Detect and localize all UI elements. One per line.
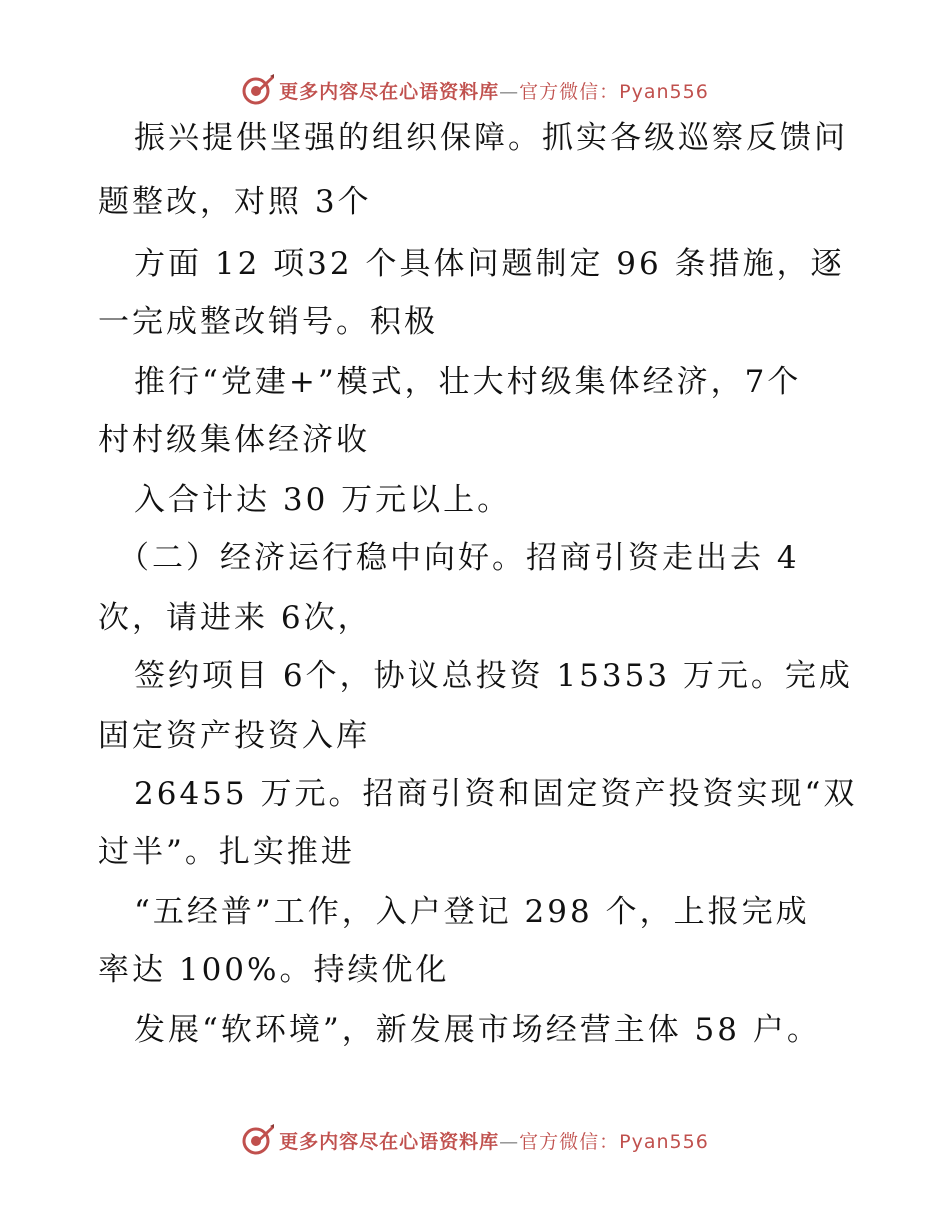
footer-watermark-banner — [0, 1120, 950, 1160]
footer-banner-slogan: 更多内容尽在心语资料库 — [279, 1130, 500, 1153]
pen-logo-icon — [241, 1123, 275, 1157]
body-line: （二）经济运行稳中向好。招商引资走出去 4 — [118, 540, 800, 576]
body-line: 一完成整改销号。积极 — [98, 304, 438, 340]
header-banner-slogan: 更多内容尽在心语资料库 — [279, 80, 500, 103]
footer-banner-text — [279, 1127, 709, 1154]
body-line: 固定资产投资入库 — [98, 718, 370, 754]
body-line: “五经普”工作，入户登记 298 个，上报完成 — [134, 894, 810, 930]
footer-banner-separator: — — [499, 1130, 520, 1153]
body-line: 方面 12 项32 个具体问题制定 96 条措施，逐 — [134, 246, 845, 282]
body-line: 26455 万元。招商引资和固定资产投资实现“双 — [134, 776, 858, 812]
body-line: 签约项目 6个，协议总投资 15353 万元。完成 — [134, 658, 853, 694]
body-line: 推行“党建+”模式，壮大村级集体经济，7个 — [134, 364, 802, 400]
header-banner-separator: — — [499, 80, 520, 103]
body-line: 村村级集体经济收 — [98, 422, 370, 458]
body-line: 题整改，对照 3个 — [98, 184, 372, 220]
footer-banner-wechat: 官方微信：Pyan556 — [519, 1130, 709, 1153]
body-line: 过半”。扎实推进 — [98, 834, 355, 870]
body-line: 次，请进来 6次， — [98, 600, 372, 636]
header-banner-text — [279, 77, 709, 104]
body-line: 发展“软环境”，新发展市场经营主体 58 户。 — [134, 1012, 821, 1048]
pen-logo-icon — [241, 73, 275, 107]
body-line: 入合计达 30 万元以上。 — [134, 482, 512, 518]
header-watermark-banner — [0, 70, 950, 110]
body-line: 率达 100%。持续优化 — [98, 952, 450, 988]
header-banner-wechat: 官方微信：Pyan556 — [519, 80, 709, 103]
body-line: 振兴提供坚强的组织保障。抓实各级巡察反馈问 — [134, 120, 848, 156]
